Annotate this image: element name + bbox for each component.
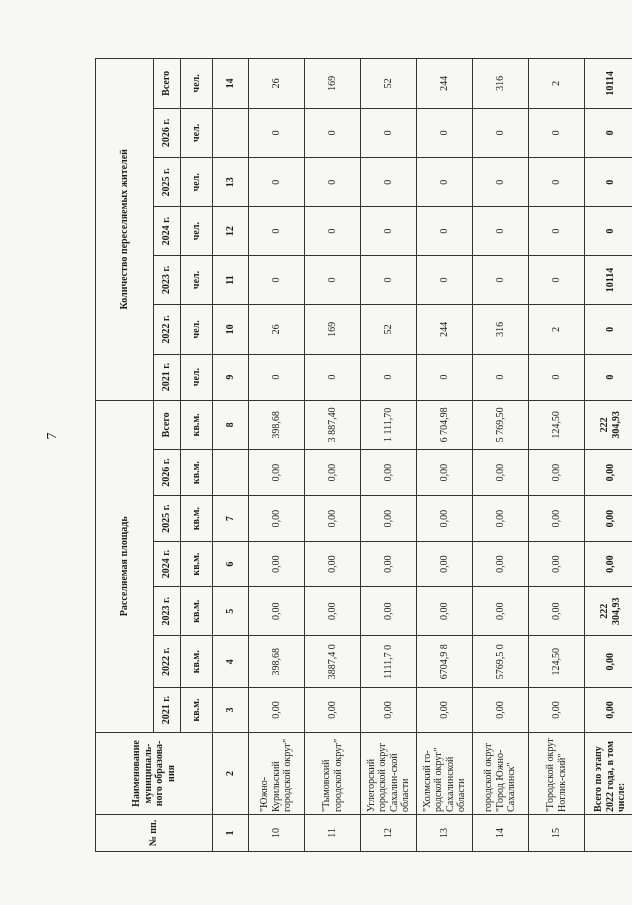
people-cell: 0 [473, 207, 529, 255]
col-number: 6 [213, 542, 249, 587]
area-cell: 0,00 [529, 587, 585, 636]
header-area-year: 2021 г. [154, 688, 181, 733]
people-cell: 0 [473, 108, 529, 157]
area-cell: 0,00 [529, 542, 585, 587]
people-cell: 0 [473, 354, 529, 400]
header-area-group: Расселяемая площадь [96, 400, 154, 732]
area-cell: 0,00 [305, 587, 361, 636]
people-cell: 169 [305, 59, 361, 109]
people-cell: 0 [305, 255, 361, 304]
table-row [361, 59, 417, 852]
people-cell: 169 [305, 305, 361, 354]
header-no: № пп. [96, 814, 213, 851]
people-cell: 0 [417, 354, 473, 400]
row-number: 11 [305, 814, 361, 851]
header-people-year: 2023 г. [154, 255, 181, 304]
area-cell: 6 704,98 [417, 400, 473, 449]
people-cell: 244 [417, 305, 473, 354]
people-cell: 0 [529, 354, 585, 400]
header-people-year: Всего [154, 59, 181, 109]
col-number: 1 [213, 814, 249, 851]
total-area-cell: 222 304,93 [585, 400, 632, 449]
area-cell: 1 111,70 [361, 400, 417, 449]
table-row [417, 59, 473, 852]
people-cell: 26 [249, 305, 305, 354]
area-cell: 0,00 [473, 688, 529, 733]
col-number [213, 450, 249, 496]
col-number [213, 108, 249, 157]
area-cell: 0,00 [473, 542, 529, 587]
mo-name: "Холмский го-родской округ" Сахалинской области [417, 732, 473, 814]
col-number: 13 [213, 158, 249, 207]
area-cell: 124,50 [529, 636, 585, 688]
header-area-year: 2025 г. [154, 496, 181, 542]
header-people-unit: чел. [181, 207, 213, 255]
header-people-group: Количество переселяемых жителей [96, 59, 154, 401]
header-people-unit: чел. [181, 255, 213, 304]
header-area-year: Всего [154, 400, 181, 449]
page-number: 7 [45, 432, 60, 440]
col-number: 5 [213, 587, 249, 636]
area-cell: 0,00 [473, 450, 529, 496]
header-area-year: 2026 г. [154, 450, 181, 496]
people-cell: 0 [529, 158, 585, 207]
area-cell: 0,00 [249, 542, 305, 587]
people-cell: 0 [249, 207, 305, 255]
total-area-cell: 0,00 [585, 542, 632, 587]
area-cell: 0,00 [473, 496, 529, 542]
col-number: 9 [213, 354, 249, 400]
col-number: 8 [213, 400, 249, 449]
header-mo-name: Наименование муниципаль- ного образова- ния [96, 732, 213, 814]
row-number: 13 [417, 814, 473, 851]
area-cell: 0,00 [361, 450, 417, 496]
area-cell: 0,00 [361, 542, 417, 587]
area-cell: 124,50 [529, 400, 585, 449]
people-cell: 0 [529, 108, 585, 157]
people-cell: 0 [361, 158, 417, 207]
table-container [95, 58, 628, 852]
header-area-unit: кв.м. [181, 587, 213, 636]
area-cell: 6704,9 8 [417, 636, 473, 688]
people-cell: 52 [361, 59, 417, 109]
header-people-year: 2021 г. [154, 354, 181, 400]
area-cell: 0,00 [529, 496, 585, 542]
total-people-cell: 0 [585, 108, 632, 157]
total-row [585, 59, 632, 852]
total-area-cell: 0,00 [585, 450, 632, 496]
col-number: 10 [213, 305, 249, 354]
mo-name: "Южно-Курильский городской округ" [249, 732, 305, 814]
people-cell: 0 [473, 158, 529, 207]
header-area-year: 2022 г. [154, 636, 181, 688]
area-cell: 0,00 [249, 587, 305, 636]
people-cell: 0 [249, 158, 305, 207]
area-cell: 0,00 [305, 496, 361, 542]
area-cell: 0,00 [249, 688, 305, 733]
total-name: Всего по этапу 2022 года, в том числе: [585, 732, 632, 814]
people-cell: 2 [529, 305, 585, 354]
area-cell: 0,00 [473, 587, 529, 636]
mo-name: Углегорский городской округ Сахалин-ской области [361, 732, 417, 814]
col-number: 12 [213, 207, 249, 255]
header-people-year: 2022 г. [154, 305, 181, 354]
header-people-unit: чел. [181, 158, 213, 207]
row-number: 12 [361, 814, 417, 851]
people-cell: 244 [417, 59, 473, 109]
people-cell: 0 [249, 354, 305, 400]
people-cell: 0 [305, 207, 361, 255]
area-cell: 5769,5 0 [473, 636, 529, 688]
mo-name: "Городской округ Ноглик-ский" [529, 732, 585, 814]
col-number: 14 [213, 59, 249, 109]
people-cell: 316 [473, 305, 529, 354]
people-cell: 0 [417, 255, 473, 304]
table-row [305, 59, 361, 852]
col-number: 4 [213, 636, 249, 688]
header-area-unit: кв.м. [181, 688, 213, 733]
area-cell: 0,00 [305, 542, 361, 587]
table-row [529, 59, 585, 852]
area-cell: 0,00 [305, 688, 361, 733]
total-people-cell: 0 [585, 158, 632, 207]
people-cell: 0 [249, 255, 305, 304]
people-cell: 0 [305, 108, 361, 157]
col-number: 11 [213, 255, 249, 304]
people-cell: 52 [361, 305, 417, 354]
area-cell: 0,00 [417, 688, 473, 733]
row-number: 14 [473, 814, 529, 851]
area-cell: 0,00 [529, 688, 585, 733]
people-cell: 316 [473, 59, 529, 109]
people-cell: 0 [305, 354, 361, 400]
area-cell: 398,68 [249, 400, 305, 449]
row-number: 10 [249, 814, 305, 851]
area-cell: 1111,7 0 [361, 636, 417, 688]
header-area-unit: кв.м. [181, 636, 213, 688]
area-cell: 0,00 [305, 450, 361, 496]
people-cell: 0 [361, 108, 417, 157]
total-people-cell: 0 [585, 354, 632, 400]
column-number-row [213, 59, 249, 852]
area-cell: 0,00 [249, 450, 305, 496]
people-cell: 0 [417, 158, 473, 207]
col-number: 3 [213, 688, 249, 733]
header-area-year: 2023 г. [154, 587, 181, 636]
people-cell: 0 [473, 255, 529, 304]
area-cell: 0,00 [249, 496, 305, 542]
table-row [249, 59, 305, 852]
area-cell: 5 769,50 [473, 400, 529, 449]
header-area-unit: кв.м. [181, 542, 213, 587]
total-people-cell: 0 [585, 207, 632, 255]
people-cell: 0 [361, 207, 417, 255]
col-number: 2 [213, 732, 249, 814]
area-cell: 0,00 [529, 450, 585, 496]
mo-name: городской округ "Город Южно-Сахалинск" [473, 732, 529, 814]
total-area-cell: 0,00 [585, 636, 632, 688]
total-no [585, 814, 632, 851]
area-cell: 0,00 [417, 587, 473, 636]
people-cell: 0 [361, 255, 417, 304]
total-area-cell: 222 304,93 [585, 587, 632, 636]
mo-name: "Тымовский городской округ" [305, 732, 361, 814]
people-cell: 26 [249, 59, 305, 109]
area-cell: 3 887,40 [305, 400, 361, 449]
area-cell: 0,00 [361, 688, 417, 733]
header-people-unit: чел. [181, 354, 213, 400]
area-cell: 0,00 [417, 542, 473, 587]
header-people-unit: чел. [181, 108, 213, 157]
people-cell: 0 [249, 108, 305, 157]
col-number: 7 [213, 496, 249, 542]
header-people-year: 2025 г. [154, 158, 181, 207]
total-area-cell: 0,00 [585, 688, 632, 733]
area-cell: 0,00 [417, 450, 473, 496]
header-area-year: 2024 г. [154, 542, 181, 587]
area-cell: 0,00 [361, 496, 417, 542]
header-people-year: 2026 г. [154, 108, 181, 157]
header-people-year: 2024 г. [154, 207, 181, 255]
area-cell: 398,68 [249, 636, 305, 688]
resettlement-table [95, 58, 632, 852]
people-cell: 0 [361, 354, 417, 400]
total-people-cell: 10114 [585, 255, 632, 304]
row-number: 15 [529, 814, 585, 851]
people-cell: 0 [417, 207, 473, 255]
header-people-unit: чел. [181, 305, 213, 354]
total-area-cell: 0,00 [585, 496, 632, 542]
header-area-unit: кв.м. [181, 496, 213, 542]
header-people-unit: чел. [181, 59, 213, 109]
total-people-cell: 0 [585, 305, 632, 354]
header-area-unit: кв.м. [181, 400, 213, 449]
people-cell: 0 [529, 255, 585, 304]
table-row [473, 59, 529, 852]
total-people-cell: 10114 [585, 59, 632, 109]
people-cell: 0 [529, 207, 585, 255]
people-cell: 0 [417, 108, 473, 157]
people-cell: 2 [529, 59, 585, 109]
header-area-unit: кв.м. [181, 450, 213, 496]
area-cell: 0,00 [361, 587, 417, 636]
people-cell: 0 [305, 158, 361, 207]
area-cell: 3887,4 0 [305, 636, 361, 688]
area-cell: 0,00 [417, 496, 473, 542]
